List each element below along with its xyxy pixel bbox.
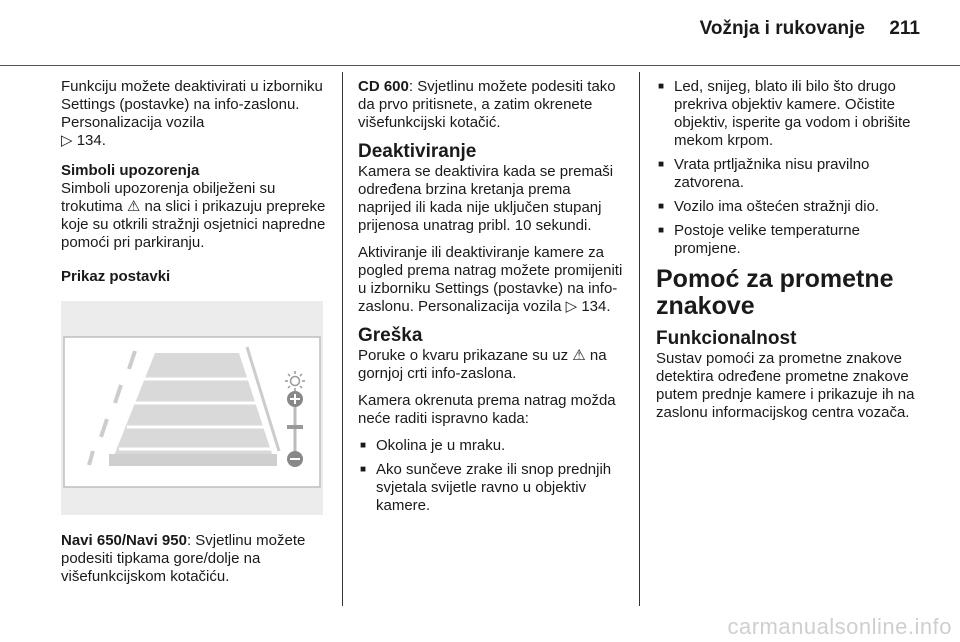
warning-triangle-icon: ⚠	[572, 347, 586, 364]
column-divider	[639, 72, 640, 606]
paragraph: Aktiviranje ili deaktiviranje kamere za pogled prema natrag možete promijeniti u izborniku Settings (postavke) na info-zaslonu. Personalizacija vozila ▷ 134.	[358, 244, 623, 315]
condition-list	[656, 78, 924, 258]
cd-label: CD 600	[358, 78, 409, 95]
column-middle	[358, 78, 626, 523]
heading-traffic-sign-assist: Pomoć za prometne znakove	[656, 265, 894, 320]
page-header	[0, 18, 960, 48]
list-item: ■ Led, snijeg, blato ili bilo što drugo prekriva objektiv kamere. Očistite objektiv, isperite ga vodom i obrišite mekom krpom.	[656, 78, 924, 150]
watermark: carmanualsonline.info	[727, 614, 952, 639]
column-divider	[342, 72, 343, 606]
navi-label: Navi 650/Navi 950	[61, 532, 187, 549]
paragraph: Simboli upozorenja Simboli upozorenja obilježeni su trokutima ⚠ na slici i prikazuju prepreke koje su otkrili stražnji osjetnici napredne pomoći pri parkiranju.	[61, 162, 326, 251]
heading-error: Greška	[358, 325, 423, 346]
section-title: Vožnja i rukovanje	[699, 18, 865, 39]
warning-triangle-icon: ⚠	[126, 198, 141, 215]
brightness-slider-knob	[287, 425, 303, 429]
paragraph: Poruke o kvaru prikazane su uz ⚠ na gornjoj crti info-zaslona.	[358, 347, 607, 382]
paragraph: Kamera se deaktivira kada se premaši određena brzina kretanja prema naprijed ili kada nije uključen stupanj prijenosa unatrag pribl. 10 sekundi.	[358, 163, 614, 234]
list-item: ■ Vrata prtljažnika nisu pravilno zatvorena.	[656, 156, 924, 192]
list-item: ■ Ako sunčeve zrake ili snop prednjih svjetala svijetle ravno u objektiv kamere.	[358, 461, 626, 515]
heading-functionality: Funkcionalnost	[656, 328, 797, 349]
subheading-symbols: Simboli upozorenja	[61, 162, 200, 179]
header-rule	[0, 65, 960, 66]
list-item: ■ Vozilo ima oštećen stražnji dio.	[656, 198, 924, 216]
camera-display-figure	[61, 301, 323, 515]
ref-arrow-icon: ▷	[61, 132, 73, 149]
page-number: 211	[889, 18, 920, 39]
subheading-display: Prikaz postavki	[61, 268, 171, 285]
condition-list	[358, 437, 626, 515]
ref-arrow-icon: ▷	[565, 298, 578, 315]
paragraph: Kamera okrenuta prema natrag možda neće raditi ispravno kada:	[358, 392, 616, 427]
paragraph: Navi 650/Navi 950: Svjetlinu možete podesiti tipkama gore/dolje na višefunkcijskom kotačiću.	[61, 532, 306, 585]
bumper-bar	[109, 454, 277, 466]
list-item: ■ Okolina je u mraku.	[358, 437, 626, 455]
paragraph: Sustav pomoći za prometne znakove detektira određene prometne znakove putem prednje kamere i prikazuje ih na zaslonu informacijskog centra vozača.	[656, 350, 915, 421]
paragraph: CD 600: Svjetlinu možete podesiti tako da prvo pritisnete, a zatim okrenete višefunkcijski kotačić.	[358, 78, 616, 131]
column-right	[656, 78, 924, 431]
list-item: ■ Postoje velike temperaturne promjene.	[656, 222, 924, 258]
column-left	[61, 78, 329, 595]
heading-deactivation: Deaktiviranje	[358, 141, 477, 162]
paragraph: Funkciju možete deaktivirati u izborniku Settings (postavke) na info-zaslonu. Personalizacija vozila ▷ 134.	[61, 78, 323, 149]
